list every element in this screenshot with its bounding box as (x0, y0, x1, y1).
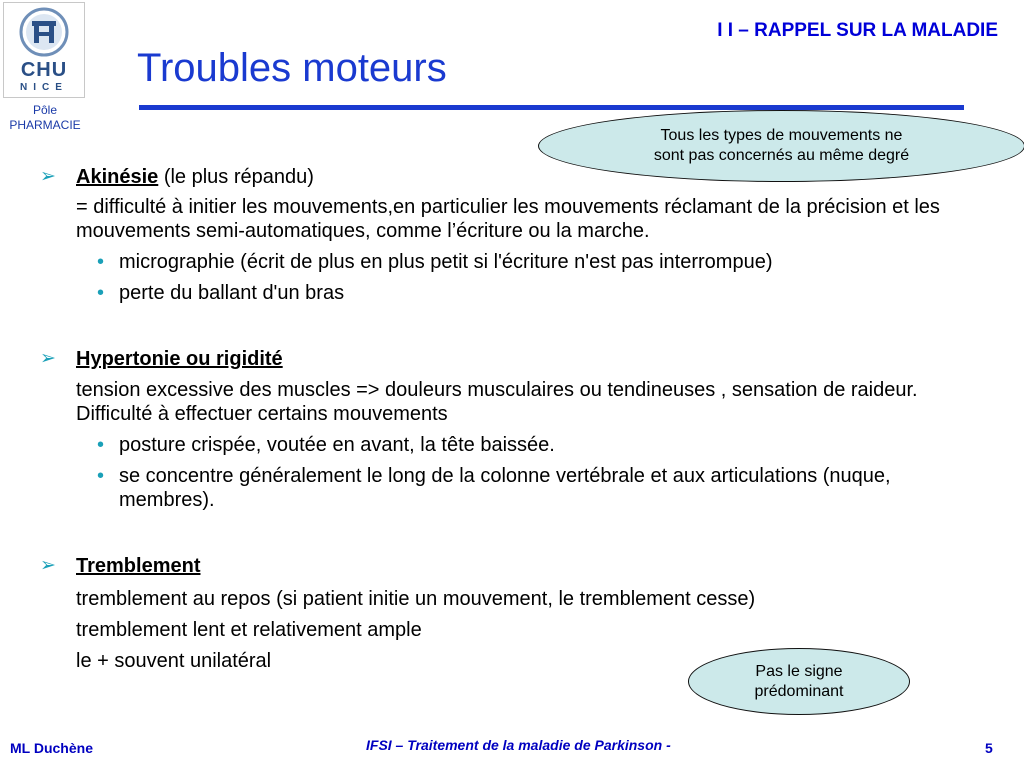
chu-emblem-icon (4, 3, 84, 59)
dot-bullet-icon: • (97, 282, 105, 304)
page-number: 5 (985, 740, 993, 756)
slide-content (40, 165, 990, 673)
section-akinesie-subtitle: (le plus répandu) (158, 166, 314, 188)
arrow-bullet-icon: ➢ (40, 555, 56, 576)
section-hypertonie-title: Hypertonie ou rigidité (76, 348, 283, 370)
title-underline (139, 105, 964, 110)
bullet-text: posture crispée, voutée en avant, la tête baissée. (119, 434, 555, 456)
footer-author: ML Duchène (10, 740, 93, 756)
pole-line-2: PHARMACIE (9, 118, 81, 132)
chu-nice-logo (3, 2, 85, 98)
section-tremblement-heading (40, 554, 990, 578)
callout-top-line-1: Tous les types de mouvements ne (660, 127, 903, 144)
section-akinesie-heading (40, 165, 990, 189)
dot-bullet-icon: • (97, 434, 105, 456)
slide-title: Troubles moteurs (137, 46, 447, 90)
dot-bullet-icon: • (97, 251, 105, 273)
bullet-text: se concentre généralement le long de la colonne vertébrale et aux articulations (nuque, membres). (119, 465, 891, 511)
section-heading: I I – RAPPEL SUR LA MALADIE (717, 20, 998, 41)
list-item (97, 281, 990, 305)
callout-bottom-line-2: prédominant (754, 682, 844, 700)
tremblement-line-2: tremblement lent et relativement ample (76, 619, 422, 641)
section-akinesie-definition: = difficulté à initier les mouvements,en particulier les mouvements réclamant de la précision et les mouvements semi-automatiques, comme l’écriture ou la marche. (76, 196, 940, 242)
tremblement-line-3: le + souvent unilatéral (76, 650, 272, 672)
section-akinesie-title: Akinésie (76, 166, 159, 188)
footer-course: IFSI – Traitement de la maladie de Parkinson - (366, 737, 671, 753)
list-item (97, 464, 990, 512)
section-hypertonie-heading (40, 347, 990, 371)
callout-bottom-line-1: Pas le signe (755, 662, 843, 680)
tremblement-line-1: tremblement au repos (si patient initie un mouvement, le tremblement cesse) (76, 588, 756, 610)
section-hypertonie-definition: tension excessive des muscles => douleurs musculaires ou tendineuses , sensation de raideur. Difficulté à effectuer certains mouvements (76, 379, 918, 425)
pole-line-1: Pôle (32, 103, 58, 117)
callout-not-predominant (688, 648, 910, 715)
arrow-bullet-icon: ➢ (40, 166, 56, 187)
logo-chu-text: CHU (20, 59, 68, 81)
bullet-text: micrographie (écrit de plus en plus petit si l'écriture n'est pas interrompue) (119, 251, 773, 273)
dot-bullet-icon: • (97, 465, 105, 487)
callout-top-line-2: sont pas concernés au même degré (653, 147, 910, 164)
arrow-bullet-icon: ➢ (40, 348, 56, 369)
list-item (97, 250, 990, 274)
bullet-text: perte du ballant d'un bras (119, 282, 345, 304)
section-hypertonie-bullets (40, 433, 990, 512)
logo-nice-text: NICE (20, 82, 68, 93)
list-item (97, 433, 990, 457)
section-tremblement-title: Tremblement (76, 555, 201, 577)
section-akinesie-bullets (40, 250, 990, 305)
pole-label (0, 103, 90, 133)
